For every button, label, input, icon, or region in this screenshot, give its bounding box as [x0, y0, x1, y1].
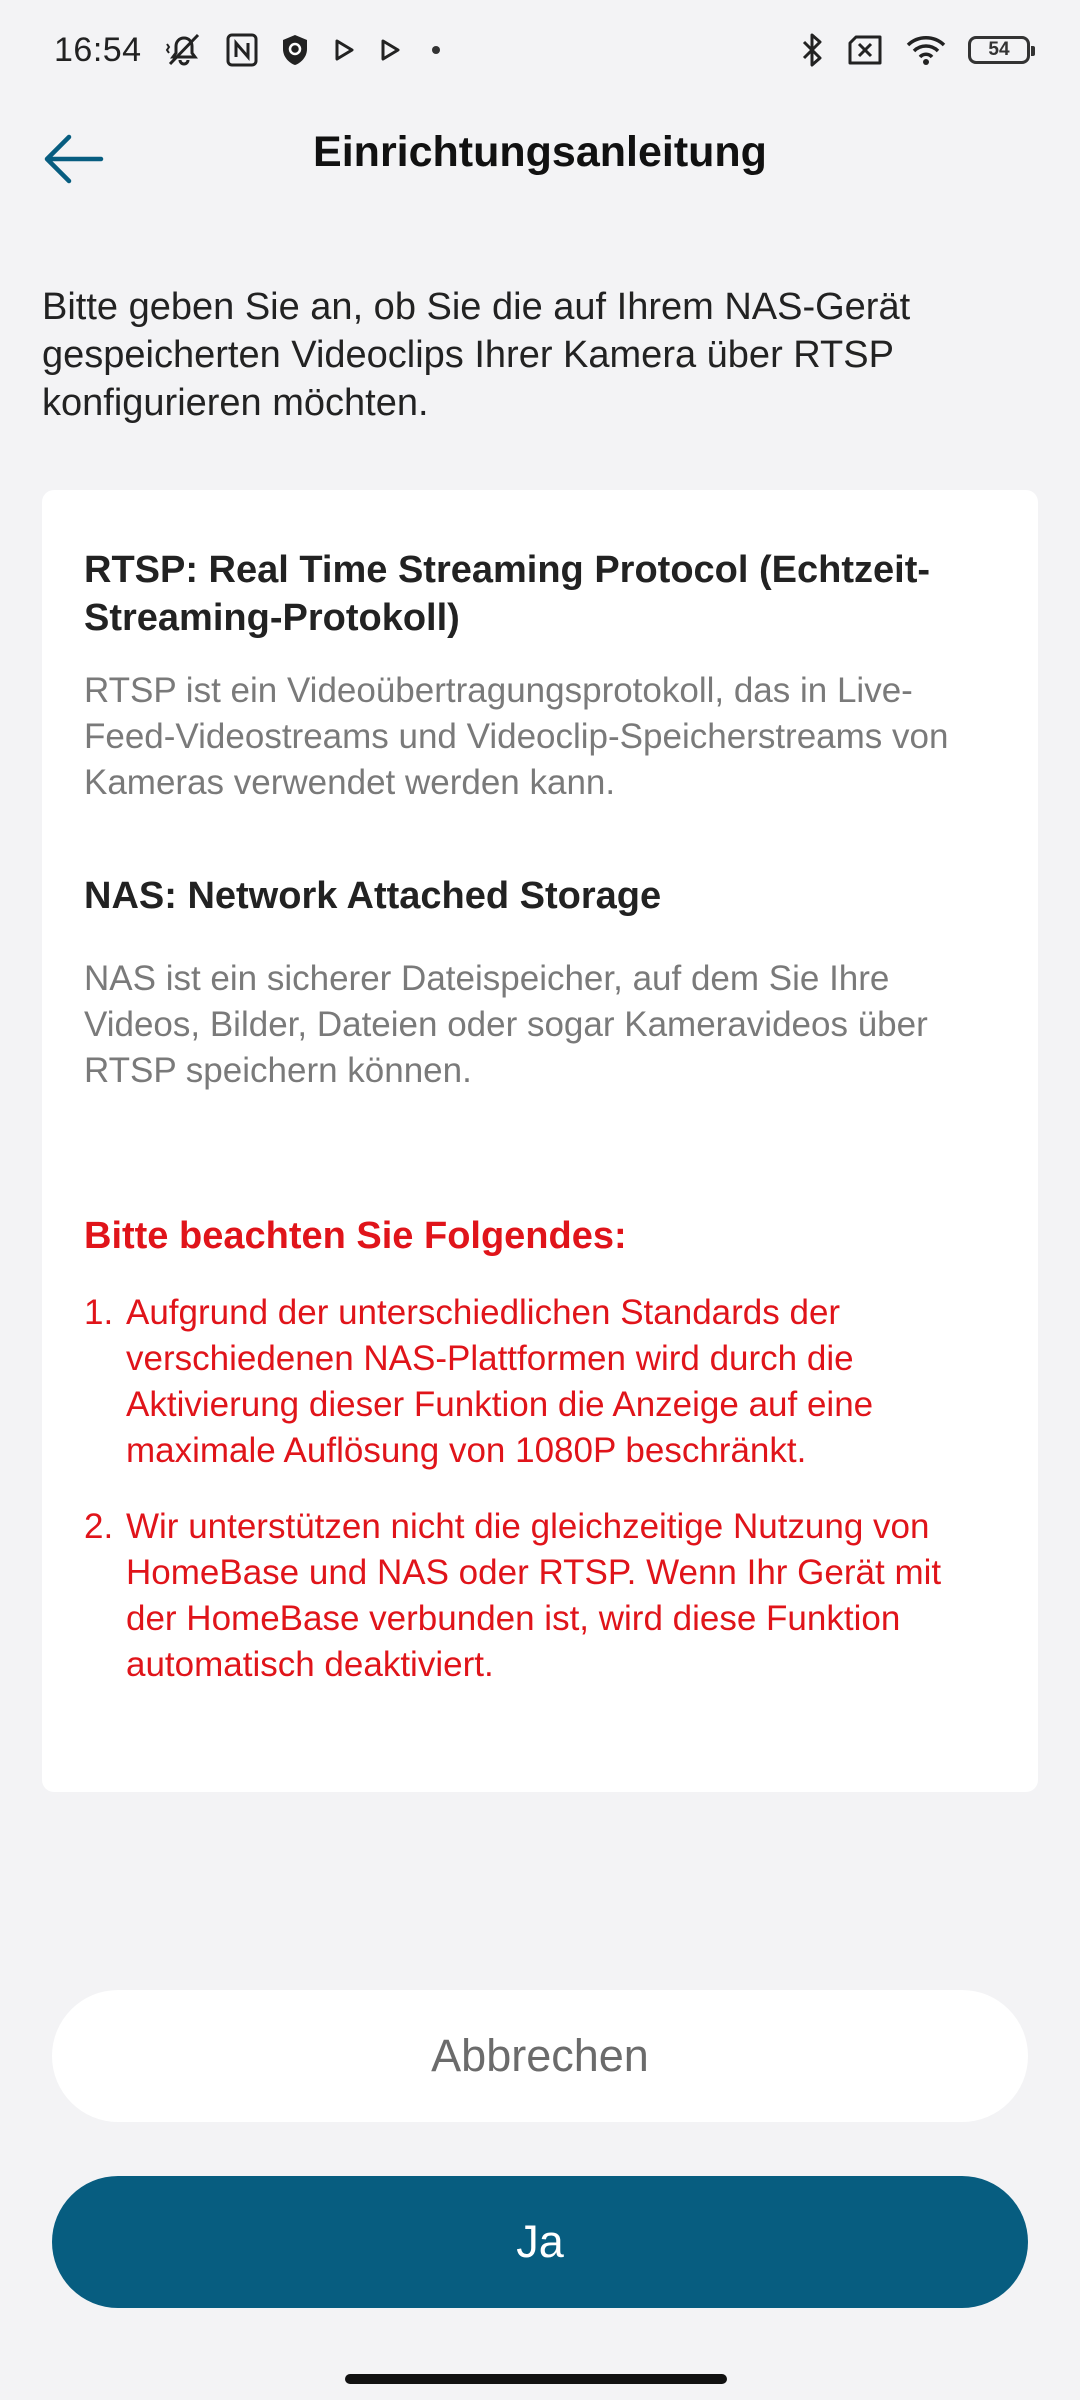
mute-vibrate-icon	[164, 32, 204, 68]
shield-icon	[280, 33, 310, 67]
note-text: Aufgrund der unterschiedlichen Standards der verschiedenen NAS-Plattformen wird durch die Aktivierung dieser Funktion die Anzeige auf eine maximale Auflösung von 1080P beschränkt.	[126, 1293, 874, 1470]
nas-heading: NAS: Network Attached Storage	[84, 875, 662, 917]
note-text: Wir unterstützen nicht die gleichzeitige Nutzung von HomeBase und NAS oder RTSP. Wenn Ihr Gerät mit der HomeBase verbunden ist, wird diese Funktion automatisch deaktiviert.	[126, 1507, 942, 1684]
status-right	[800, 32, 1030, 68]
no-sim-icon	[846, 35, 884, 65]
nfc-icon	[226, 33, 258, 67]
status-bar	[0, 0, 1080, 100]
bluetooth-icon	[800, 32, 824, 68]
dot-icon	[432, 46, 440, 54]
info-card	[42, 490, 1038, 1792]
note-item	[84, 1290, 998, 1474]
play-icon	[332, 37, 356, 63]
note-number: 2.	[84, 1507, 114, 1546]
rtsp-heading: RTSP: Real Time Streaming Protocol (Echtzeit-Streaming-Protokoll)	[84, 549, 931, 639]
page-title: Einrichtungsanleitung	[313, 128, 767, 176]
status-left	[54, 31, 440, 70]
rtsp-description: RTSP ist ein Videoübertragungsprotokoll, das in Live-Feed-Videostreams und Videoclip-Speicherstreams von Kameras verwendet werden kann.	[84, 671, 949, 802]
nas-description: NAS ist ein sicherer Dateispeicher, auf dem Sie Ihre Videos, Bilder, Dateien oder sogar Kameravideos über RTSP speichern können.	[84, 959, 928, 1090]
wifi-icon	[906, 34, 946, 66]
cancel-button[interactable]: Abbrechen	[52, 1990, 1028, 2122]
intro-text: Bitte geben Sie an, ob Sie die auf Ihrem NAS-Gerät gespeicherten Videoclips Ihrer Kamera über RTSP konfigurieren möchten.	[42, 286, 911, 424]
note-heading: Bitte beachten Sie Folgendes:	[84, 1215, 627, 1257]
play-icon	[378, 37, 402, 63]
battery-icon: 54	[968, 36, 1030, 64]
note-item	[84, 1504, 998, 1688]
note-number: 1.	[84, 1293, 114, 1332]
status-time: 16:54	[54, 30, 142, 69]
header	[0, 100, 1080, 215]
confirm-button[interactable]: Ja	[52, 2176, 1028, 2308]
home-indicator[interactable]	[345, 2374, 727, 2384]
note-list	[84, 1290, 998, 1688]
